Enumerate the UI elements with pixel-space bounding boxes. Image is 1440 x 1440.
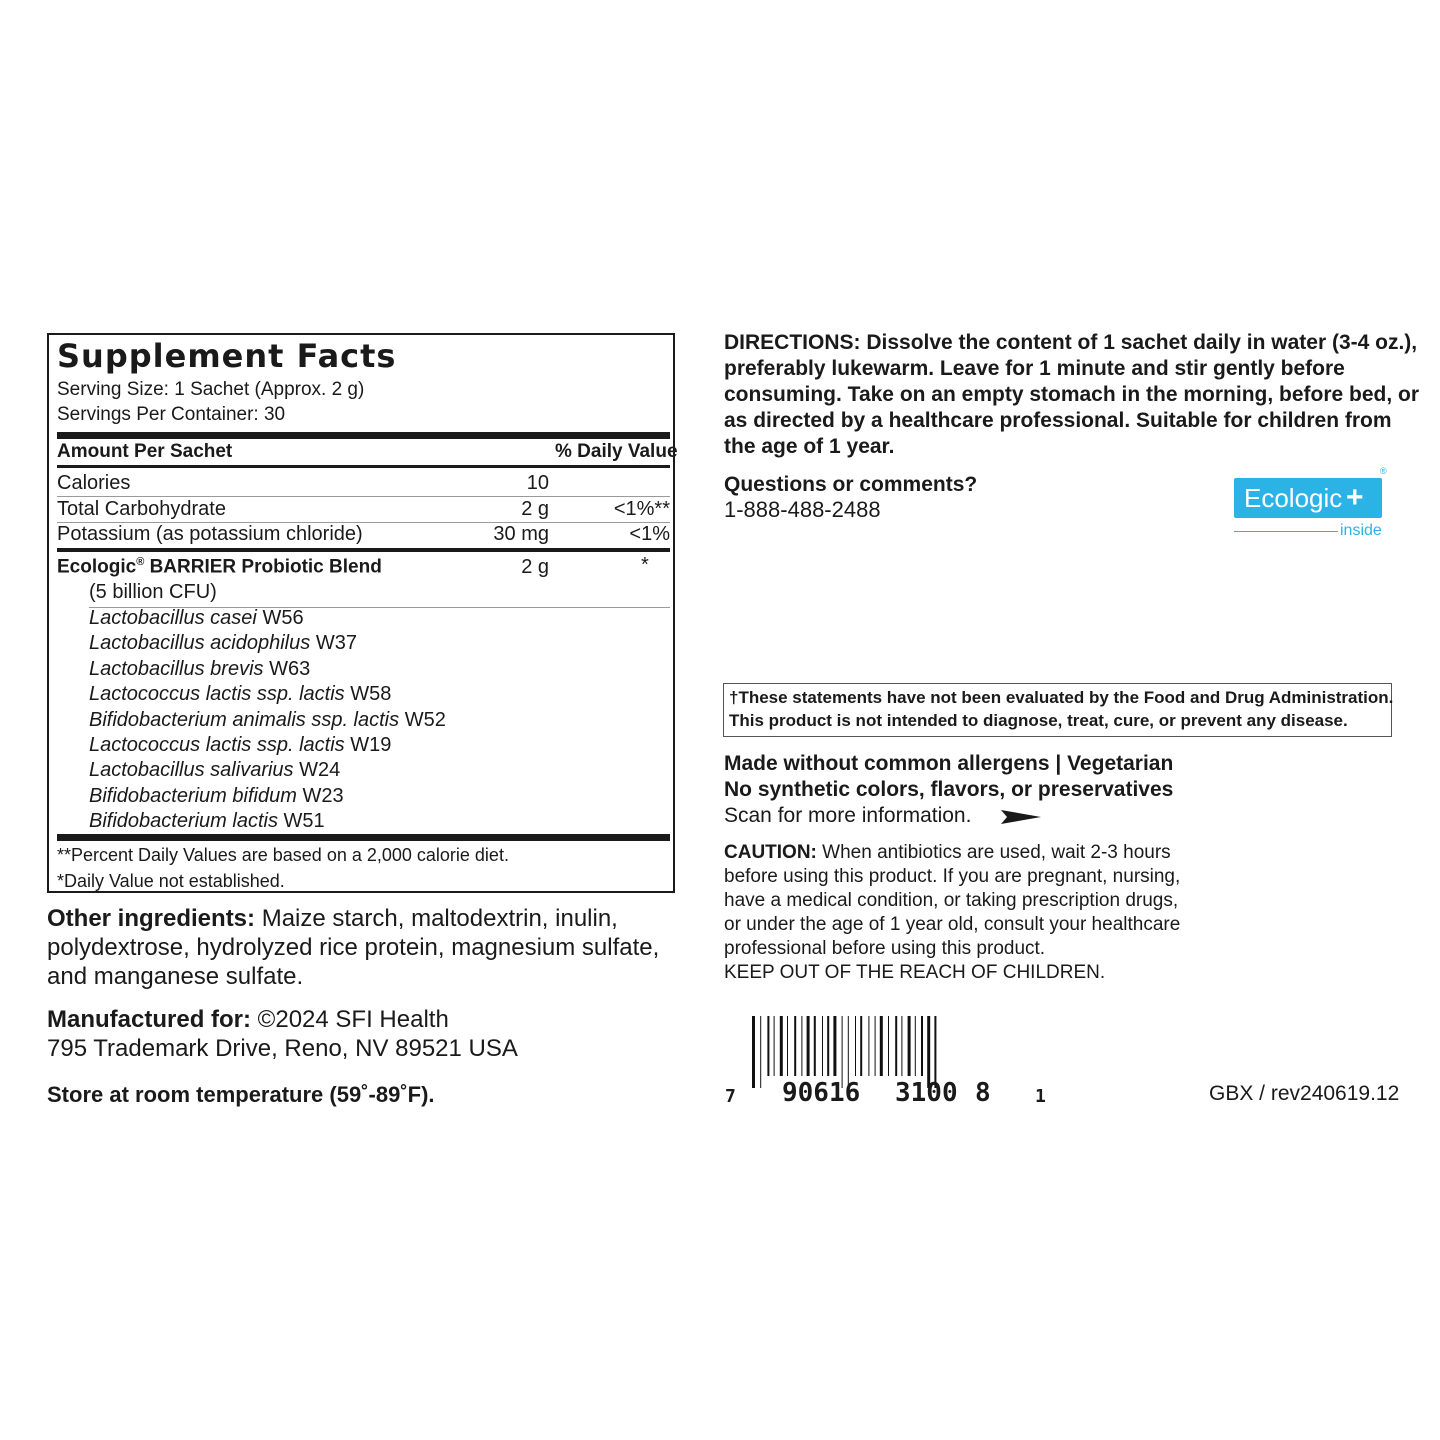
additive-claim: No synthetic colors, flavors, or preservatives xyxy=(724,778,1174,801)
nutrient-name: Calories xyxy=(57,472,131,494)
barcode-digits-right: 3100 xyxy=(895,1078,958,1108)
strain-item: Bifidobacterium bifidum W23 xyxy=(89,785,344,807)
fda-disclaimer: †These statements have not been evaluated by the Food and Drug Administration. This product is not intended to diagnose, treat, cure, or prevent any disease. xyxy=(723,683,1392,737)
servings-per-container: Servings Per Container: 30 xyxy=(57,404,286,425)
nutrient-amount: 2 g xyxy=(521,498,549,520)
strain-item: Lactococcus lactis ssp. lactis W58 xyxy=(89,683,392,705)
medium-divider xyxy=(57,465,670,468)
strain-item: Lactobacillus brevis W63 xyxy=(89,658,311,680)
revision-code: GBX / rev240619.12 xyxy=(1209,1082,1400,1105)
barcode-digit-check: 8 xyxy=(975,1078,991,1108)
thick-divider xyxy=(57,834,670,841)
caution-text: CAUTION: When antibiotics are used, wait 2-3 hours before using this product. If you are pregnant, nursing, have a medical condition, or taking prescription drugs, or under the age of 1 year old, consult your healthcare professional before using this product. KEEP OUT OF THE REACH OF CHILDREN. xyxy=(724,842,1181,983)
nutrient-name: Potassium (as potassium chloride) xyxy=(57,523,363,545)
supplement-facts-panel xyxy=(47,333,678,893)
manufacturer-info: Manufactured for: ©2024 SFI Health 795 Trademark Drive, Reno, NV 89521 USA xyxy=(47,1006,518,1062)
nutrient-dv: <1% xyxy=(629,523,670,545)
logo-text: Ecologic xyxy=(1244,483,1343,513)
questions-heading: Questions or comments? xyxy=(724,473,978,496)
nutrient-amount: 10 xyxy=(526,472,549,494)
storage-note: Store at room temperature (59˚-89˚F). xyxy=(47,1082,435,1107)
other-ingredients: Other ingredients: Maize starch, maltodextrin, inulin, polydextrose, hydrolyzed rice protein, magnesium sulfate, and manganese sulfate. xyxy=(47,905,660,990)
nutrient-dv: <1%** xyxy=(613,498,670,520)
logo-underline xyxy=(1234,531,1338,532)
nutrient-name: Total Carbohydrate xyxy=(57,498,226,520)
amount-header: Amount Per Sachet xyxy=(57,441,233,462)
footnote-percent: **Percent Daily Values are based on a 2,000 calorie diet. xyxy=(57,845,509,865)
strain-item: Lactobacillus casei W56 xyxy=(89,607,304,629)
barcode-digit-last: 1 xyxy=(1035,1086,1046,1107)
directions: DIRECTIONS: Dissolve the content of 1 sachet daily in water (3-4 oz.), preferably lukewarm. Leave for 1 minute and stir gently before consuming. Take on an empty stomach in the morning, before bed, or as directed by a healthcare professional. Suitable for children from the age of 1 year. xyxy=(724,331,1420,458)
blend-name: Ecologic® BARRIER Probiotic Blend xyxy=(57,556,382,578)
arrow-right-icon xyxy=(1001,810,1041,824)
blend-dv: * xyxy=(641,554,649,576)
barcode-digits-left: 90616 xyxy=(782,1078,861,1108)
nutrient-amount: 30 mg xyxy=(493,523,549,545)
strain-item: Lactobacillus acidophilus W37 xyxy=(89,632,357,654)
dv-header: % Daily Value xyxy=(555,441,678,462)
strain-item: Lactococcus lactis ssp. lactis W19 xyxy=(89,734,392,756)
barcode-digit-first: 7 xyxy=(725,1086,736,1107)
row-divider xyxy=(57,496,670,497)
serving-size: Serving Size: 1 Sachet (Approx. 2 g) xyxy=(57,379,365,400)
plus-icon: + xyxy=(1346,481,1364,514)
ecologic-logo xyxy=(1234,478,1382,518)
phone-number: 1-888-488-2488 xyxy=(724,497,881,522)
strain-item: Bifidobacterium lactis W51 xyxy=(89,810,325,832)
allergen-claim: Made without common allergens | Vegetarian xyxy=(724,752,1174,775)
logo-registered-mark: ® xyxy=(1380,466,1387,476)
caution-label: CAUTION: xyxy=(724,842,817,863)
ingredients-label: Other ingredients: xyxy=(47,905,256,932)
footnote-dv: *Daily Value not established. xyxy=(57,871,285,891)
medium-divider xyxy=(57,548,670,552)
scan-text: Scan for more information. xyxy=(724,804,972,827)
manufacturer-address: 795 Trademark Drive, Reno, NV 89521 USA xyxy=(47,1035,518,1062)
facts-title: Supplement Facts xyxy=(57,337,397,375)
strain-item: Bifidobacterium animalis ssp. lactis W52 xyxy=(89,709,446,731)
thick-divider xyxy=(57,432,670,439)
blend-cfu: (5 billion CFU) xyxy=(89,581,217,603)
blend-amount: 2 g xyxy=(521,556,549,578)
logo-inside-text: inside xyxy=(1340,522,1382,539)
manufacturer-label: Manufactured for: xyxy=(47,1006,251,1033)
strain-item: Lactobacillus salivarius W24 xyxy=(89,759,341,781)
